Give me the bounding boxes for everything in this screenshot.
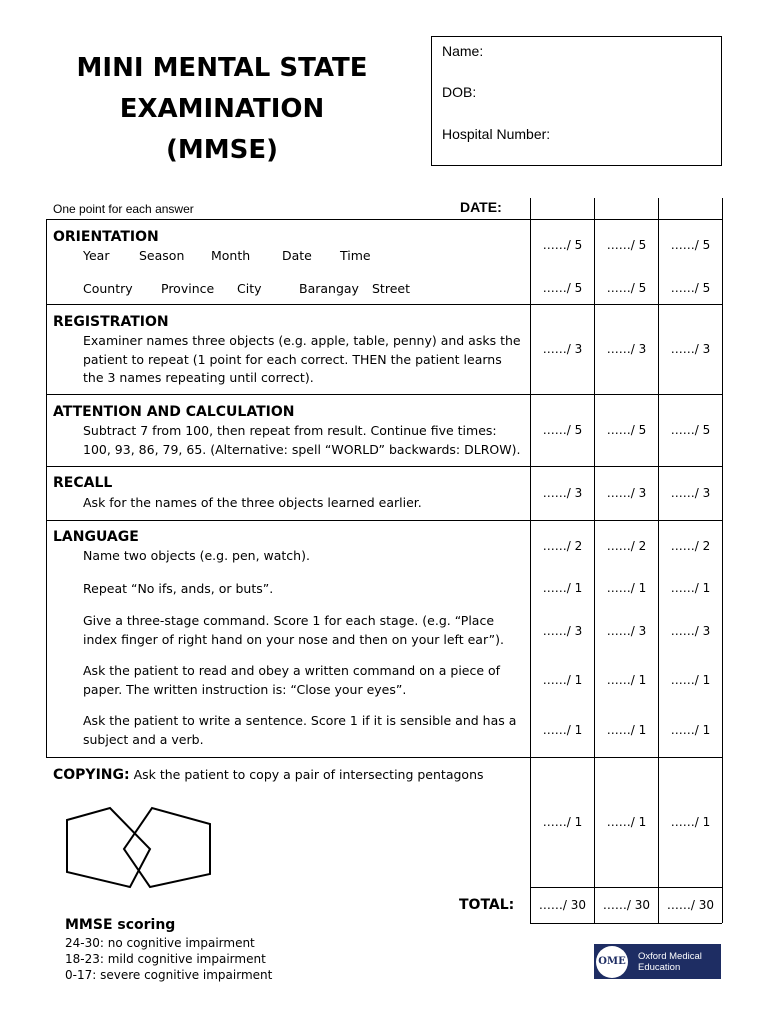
mmse-scoring-legend bbox=[65, 917, 272, 983]
language-item-1 bbox=[83, 547, 310, 566]
score-attention-col2[interactable]: ……/ 5 bbox=[606, 423, 647, 437]
registration-heading: REGISTRATION bbox=[53, 314, 169, 330]
table-divider bbox=[46, 394, 722, 395]
orientation-month: Month bbox=[211, 248, 251, 263]
title-line-3: (MMSE) bbox=[166, 135, 278, 165]
score-language-4-col2[interactable]: ……/ 1 bbox=[606, 673, 647, 687]
scoring-line: 24-30: no cognitive impairment bbox=[65, 936, 255, 950]
logo-line: Oxford Medical bbox=[638, 950, 702, 962]
score-orientation-1-col2[interactable]: ……/ 5 bbox=[606, 238, 647, 252]
ome-logo-icon: OME bbox=[596, 946, 628, 978]
score-language-5-col1[interactable]: ……/ 1 bbox=[542, 723, 583, 737]
score-language-1-col3[interactable]: ……/ 2 bbox=[670, 539, 711, 553]
attention-heading: ATTENTION AND CALCULATION bbox=[53, 404, 295, 420]
registration-line: Examiner names three objects (e.g. apple, table, penny) and asks the bbox=[83, 333, 521, 348]
score-language-5-col2[interactable]: ……/ 1 bbox=[606, 723, 647, 737]
score-orientation-2-col3[interactable]: ……/ 5 bbox=[670, 281, 711, 295]
score-attention-col1[interactable]: ……/ 5 bbox=[542, 423, 583, 437]
recall-line: Ask for the names of the three objects learned earlier. bbox=[83, 495, 422, 510]
language-line: Give a three-stage command. Score 1 for each stage. (e.g. “Place bbox=[83, 613, 495, 628]
score-orientation-1-col1[interactable]: ……/ 5 bbox=[542, 238, 583, 252]
score-orientation-1-col3[interactable]: ……/ 5 bbox=[670, 238, 711, 252]
orientation-country: Country bbox=[83, 281, 133, 296]
orientation-city: City bbox=[237, 281, 262, 296]
score-attention-col3[interactable]: ……/ 5 bbox=[670, 423, 711, 437]
score-language-1-col1[interactable]: ……/ 2 bbox=[542, 539, 583, 553]
table-border-top bbox=[46, 219, 722, 220]
table-divider bbox=[46, 757, 722, 758]
score-recall-col1[interactable]: ……/ 3 bbox=[542, 486, 583, 500]
score-orientation-2-col1[interactable]: ……/ 5 bbox=[542, 281, 583, 295]
recall-text bbox=[83, 494, 422, 513]
logo-text bbox=[638, 951, 702, 973]
language-line: paper. The written instruction is: “Close your eyes”. bbox=[83, 681, 407, 697]
total-row-top bbox=[530, 887, 722, 888]
orientation-heading: ORIENTATION bbox=[53, 229, 159, 245]
copying-heading bbox=[53, 767, 484, 783]
orientation-time: Time bbox=[340, 248, 371, 263]
score-language-3-col2[interactable]: ……/ 3 bbox=[606, 624, 647, 638]
total-label: TOTAL: bbox=[459, 897, 515, 913]
recall-heading: RECALL bbox=[53, 475, 113, 491]
score-total-col2[interactable]: ……/ 30 bbox=[602, 898, 651, 912]
score-language-2-col1[interactable]: ……/ 1 bbox=[542, 581, 583, 595]
score-copying-col1[interactable]: ……/ 1 bbox=[542, 815, 583, 829]
orientation-barangay: Barangay bbox=[299, 281, 359, 296]
logo-line: Education bbox=[638, 961, 681, 973]
score-language-2-col3[interactable]: ……/ 1 bbox=[670, 581, 711, 595]
score-language-4-col1[interactable]: ……/ 1 bbox=[542, 673, 583, 687]
attention-line: Subtract 7 from 100, then repeat from result. Continue five times: bbox=[83, 423, 497, 438]
language-item-2 bbox=[83, 580, 273, 599]
language-item-3 bbox=[83, 612, 504, 649]
language-line: Repeat “No ifs, ands, or buts”. bbox=[83, 581, 274, 596]
copying-label: COPYING: bbox=[53, 767, 130, 783]
scoring-heading: MMSE scoring bbox=[65, 917, 176, 933]
score-orientation-2-col2[interactable]: ……/ 5 bbox=[606, 281, 647, 295]
name-field[interactable]: Name: bbox=[442, 43, 484, 59]
page-title bbox=[40, 48, 404, 171]
score-language-4-col3[interactable]: ……/ 1 bbox=[670, 673, 711, 687]
score-language-3-col3[interactable]: ……/ 3 bbox=[670, 624, 711, 638]
language-item-5 bbox=[83, 712, 516, 749]
patient-details-box bbox=[431, 36, 722, 166]
table-border-left bbox=[46, 219, 47, 757]
score-total-col3[interactable]: ……/ 30 bbox=[666, 898, 715, 912]
scoring-line: 0-17: severe cognitive impairment bbox=[65, 968, 273, 982]
title-line-2: EXAMINATION bbox=[119, 94, 325, 124]
one-point-note: One point for each answer bbox=[53, 202, 194, 216]
language-line: subject and a verb. bbox=[83, 731, 204, 747]
score-language-3-col1[interactable]: ……/ 3 bbox=[542, 624, 583, 638]
score-registration-col1[interactable]: ……/ 3 bbox=[542, 342, 583, 356]
hospital-number-field[interactable]: Hospital Number: bbox=[442, 126, 551, 142]
scoring-line: 18-23: mild cognitive impairment bbox=[65, 952, 266, 966]
date-label: DATE: bbox=[460, 199, 502, 215]
score-language-5-col3[interactable]: ……/ 1 bbox=[670, 723, 711, 737]
score-registration-col3[interactable]: ……/ 3 bbox=[670, 342, 711, 356]
score-copying-col2[interactable]: ……/ 1 bbox=[606, 815, 647, 829]
table-border-right bbox=[722, 198, 723, 923]
title-line-1: MINI MENTAL STATE bbox=[76, 53, 368, 83]
registration-text bbox=[83, 332, 521, 388]
orientation-province: Province bbox=[161, 281, 215, 296]
language-heading: LANGUAGE bbox=[53, 529, 139, 545]
table-divider bbox=[46, 304, 722, 305]
dob-field[interactable]: DOB: bbox=[442, 84, 477, 100]
oxford-medical-education-logo bbox=[594, 944, 721, 979]
copying-text: Ask the patient to copy a pair of intersecting pentagons bbox=[129, 767, 484, 782]
score-total-col1[interactable]: ……/ 30 bbox=[538, 898, 587, 912]
score-copying-col3[interactable]: ……/ 1 bbox=[670, 815, 711, 829]
registration-line: the 3 names repeating until correct). bbox=[83, 370, 314, 385]
score-recall-col3[interactable]: ……/ 3 bbox=[670, 486, 711, 500]
attention-text bbox=[83, 422, 520, 459]
total-row-bottom bbox=[530, 923, 722, 924]
language-line: Name two objects (e.g. pen, watch). bbox=[83, 548, 310, 563]
orientation-year: Year bbox=[83, 248, 110, 263]
pentagon-left bbox=[67, 808, 150, 887]
registration-line: patient to repeat (1 point for each correct. THEN the patient learns bbox=[83, 351, 502, 367]
intersecting-pentagons-figure bbox=[60, 802, 220, 892]
score-recall-col2[interactable]: ……/ 3 bbox=[606, 486, 647, 500]
language-line: Ask the patient to read and obey a written command on a piece of bbox=[83, 663, 501, 678]
orientation-season: Season bbox=[139, 248, 185, 263]
orientation-street: Street bbox=[372, 281, 410, 296]
orientation-date: Date bbox=[282, 248, 312, 263]
attention-line: 100, 93, 86, 79, 65. (Alternative: spell “WORLD” backwards: DLROW). bbox=[83, 441, 521, 457]
score-language-2-col2[interactable]: ……/ 1 bbox=[606, 581, 647, 595]
language-item-4 bbox=[83, 662, 500, 699]
score-registration-col2[interactable]: ……/ 3 bbox=[606, 342, 647, 356]
table-divider bbox=[46, 520, 722, 521]
language-line: Ask the patient to write a sentence. Score 1 if it is sensible and has a bbox=[83, 713, 517, 728]
score-language-1-col2[interactable]: ……/ 2 bbox=[606, 539, 647, 553]
language-line: index finger of right hand on your nose and then on your left ear”). bbox=[83, 631, 504, 647]
table-divider bbox=[46, 466, 722, 467]
